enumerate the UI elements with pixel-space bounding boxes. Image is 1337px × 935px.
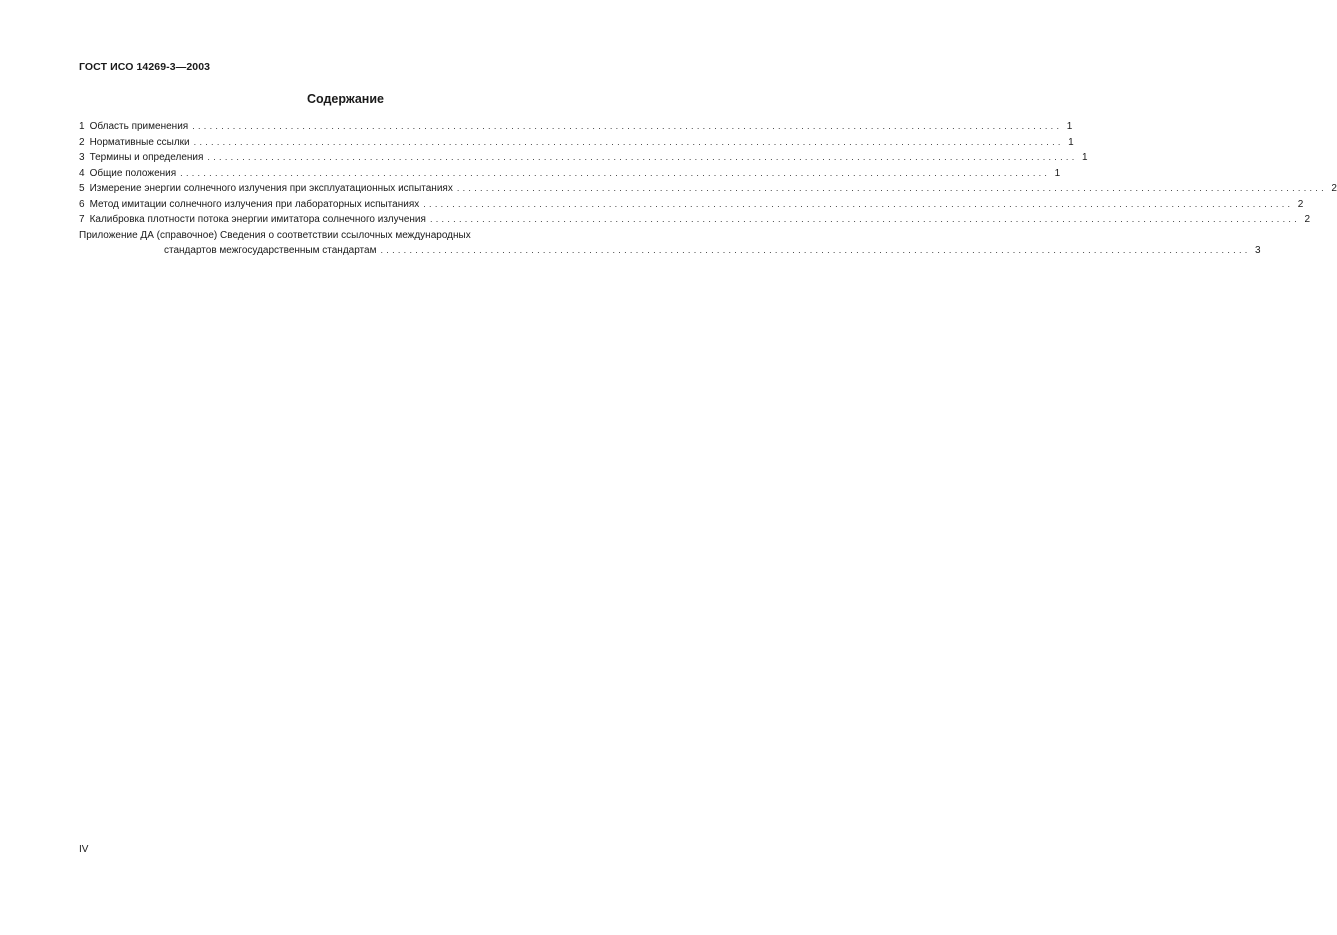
toc-entry-page: 2 (1331, 183, 1337, 194)
toc-entry-number: 4 (79, 167, 85, 179)
toc-leader-dots: ...................................................................................................................................................... (180, 167, 1051, 178)
toc-entry-2[interactable] (79, 135, 1074, 151)
toc-leader-dots: ...................................................................................................................................................... (192, 121, 1063, 131)
toc-entry-label: Калибровка плотности потока энергии имитатора солнечного излучения (89, 214, 426, 225)
toc-leader-dots: ...................................................................................................................................................... (423, 198, 1294, 209)
toc-entry-label: Измерение энергии солнечного излучения при эксплуатационных испытаниях (89, 183, 453, 194)
toc-entry-label: Метод имитации солнечного излучения при лабораторных испытаниях (89, 198, 420, 210)
toc-entry-number: 6 (79, 198, 85, 210)
document-id: ГОСТ ИСО 14269-3—2003 (79, 61, 211, 73)
toc-entry-number: 7 (79, 214, 85, 225)
toc-entry-5[interactable] (79, 181, 1337, 197)
toc-entry-label: Термины и определения (89, 152, 204, 163)
toc-leader-dots: ...................................................................................................................................................... (207, 152, 1078, 162)
toc-entry-7[interactable] (79, 212, 1311, 228)
toc-leader-dots: ...................................................................................................................................................... (456, 183, 1327, 193)
toc-entry-page: 2 (1304, 214, 1311, 225)
toc-appendix-label: стандартов межгосударственным стандартам (164, 244, 377, 256)
toc-entry-label: Нормативные ссылки (89, 136, 190, 148)
toc-title: Содержание (306, 92, 384, 106)
toc-leader-dots: ...................................................................................................................................................... (193, 136, 1064, 147)
toc-entry-number: 5 (79, 183, 85, 194)
page-number: IV (79, 844, 89, 855)
toc-entry-page: 2 (1297, 198, 1304, 210)
toc-entry-page: 1 (1081, 152, 1088, 163)
toc-entry-page: 3 (1254, 244, 1261, 256)
toc-leader-dots: ...................................................................................................................................................... (380, 244, 1251, 255)
toc-entry-number: 1 (79, 121, 85, 132)
toc-entry-page: 1 (1068, 136, 1074, 148)
toc-entry-number: 2 (79, 136, 85, 148)
toc-appendix-title: Приложение ДА (справочное) Сведения о соответствии ссылочных международных (79, 229, 471, 241)
toc-entry-1[interactable] (79, 119, 1073, 135)
toc-entry-label: Область применения (89, 121, 189, 132)
toc-entry-number: 3 (79, 152, 85, 163)
toc-entry-6[interactable] (79, 197, 1304, 213)
toc-entry-label: Общие положения (89, 167, 177, 179)
toc-entry-page: 1 (1054, 167, 1061, 179)
toc-entry-3[interactable] (79, 150, 1088, 166)
toc-entry-appendix[interactable] (79, 228, 1261, 259)
toc-entry-4[interactable] (79, 166, 1061, 182)
toc-leader-dots: ...................................................................................................................................................... (429, 214, 1301, 224)
table-of-contents (79, 119, 1337, 258)
toc-entry-page: 1 (1066, 121, 1073, 132)
toc-appendix-continuation (79, 243, 1261, 259)
